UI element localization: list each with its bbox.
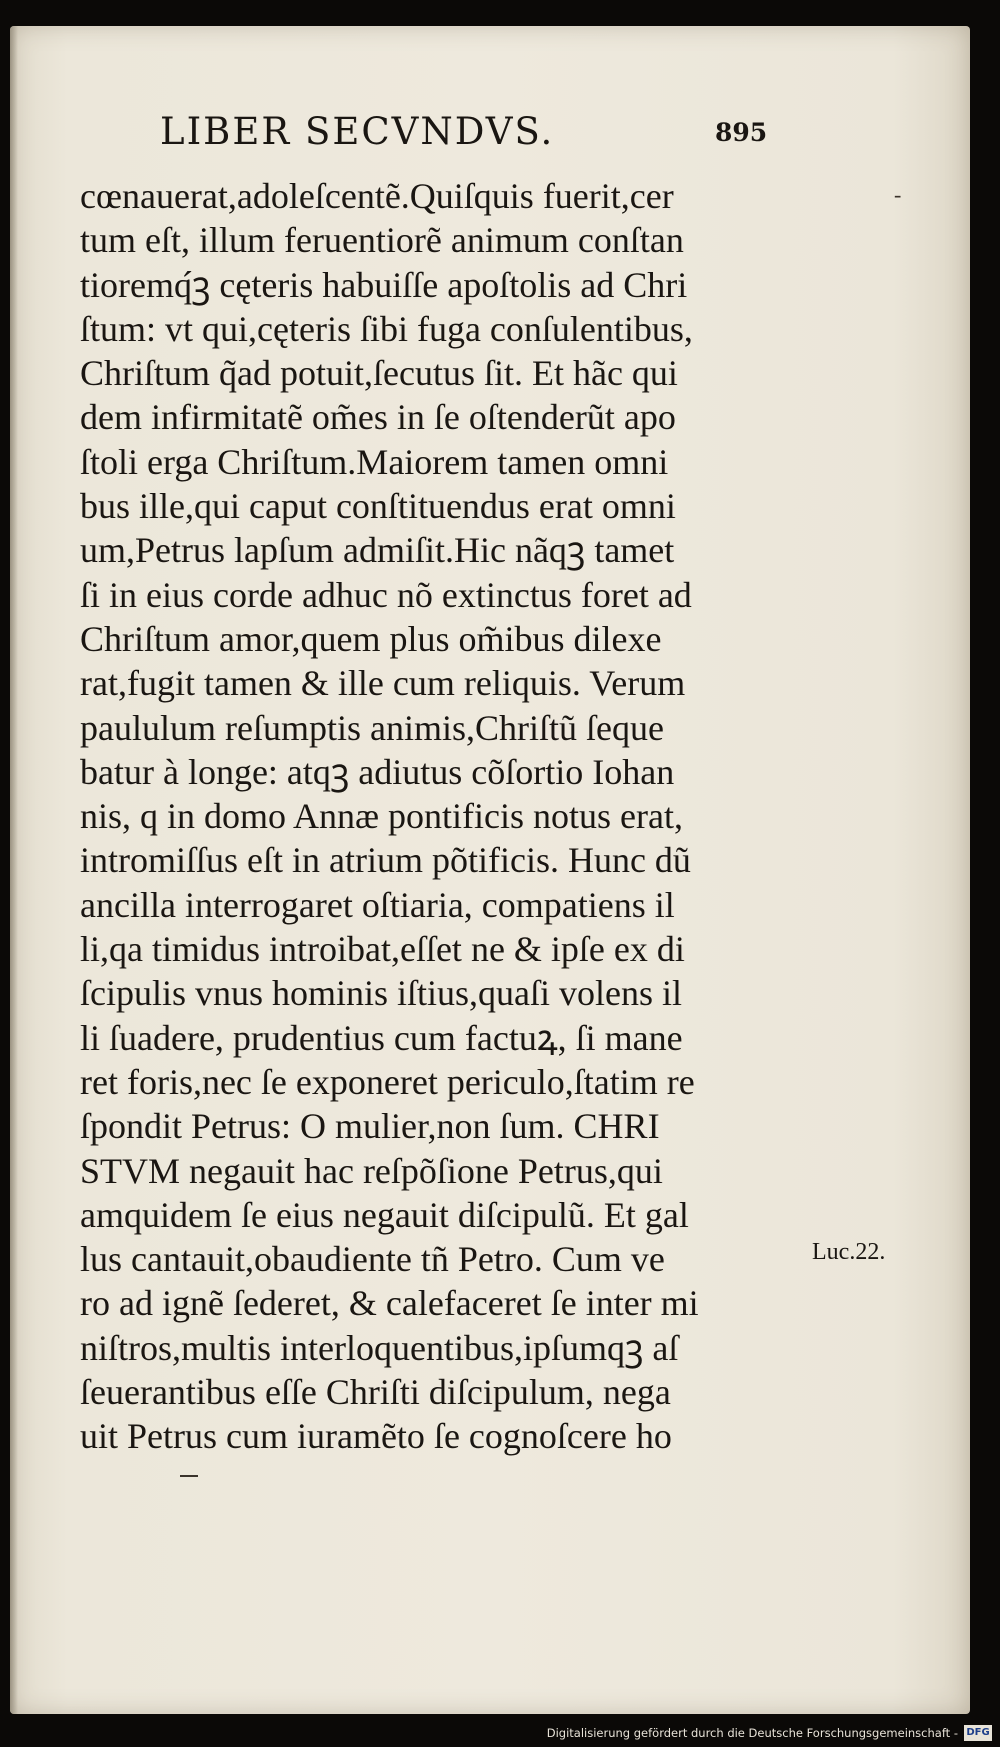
text-line: batur à longe: atqꝫ adiutus cõſortio Iohan bbox=[80, 751, 675, 792]
text-line: ſeuerantibus eſſe Chriſti diſcipulum, nega bbox=[80, 1372, 671, 1413]
funding-credit: Digitalisierung gefördert durch die Deutsche Forschungsgemeinschaft - bbox=[546, 1726, 958, 1740]
text-line: cœnauerat,adoleſcentẽ.Quiſquis fuerit,cer bbox=[80, 176, 674, 216]
text-line: ſtoli erga Chriſtum.Maiorem tamen omni bbox=[80, 441, 669, 482]
page-gutter-shadow bbox=[10, 26, 18, 1714]
text-line: uit Petrus cum iuramẽto ſe cognoſcere ho bbox=[80, 1416, 672, 1457]
text-line: ancilla interrogaret oſtiaria, compatiens il bbox=[80, 884, 675, 925]
folio-number: 895 bbox=[715, 118, 768, 147]
text-line: um,Petrus lapſum admiſit.Hic nãqꝫ tamet bbox=[80, 530, 675, 571]
text-line: STVM negauit hac reſpõſione Petrus,qui bbox=[80, 1150, 663, 1191]
text-line: ſpondit Petrus: O mulier,non ſum. CHRI bbox=[80, 1106, 660, 1147]
text-line: ſi in eius corde adhuc nõ extinctus foret ad bbox=[80, 574, 692, 615]
text-line: bus ille,qui caput conſtituendus erat omni bbox=[80, 486, 676, 527]
text-line: tum eſt, illum feruentiorẽ animum conſtan bbox=[80, 220, 684, 261]
dfg-logo-icon: DFG bbox=[964, 1725, 992, 1741]
text-line: amquidem ſe eius negauit diſcipulũ. Et gal bbox=[80, 1194, 689, 1235]
text-line: ſcipulis vnus hominis iſtius,quaſi volens il bbox=[80, 973, 683, 1014]
text-line: intromiſſus eſt in atrium põtificis. Hunc dũ bbox=[80, 840, 691, 881]
book-page bbox=[10, 26, 970, 1714]
text-line: ſtum: vt qui,cęteris ſibi fuga conſulentibus, bbox=[80, 308, 693, 349]
text-line: niſtros,multis interloquentibus,ipſumqꝫ aſ bbox=[80, 1327, 679, 1368]
text-line: li,qa timidus introibat,eſſet ne & ipſe ex di bbox=[80, 929, 685, 970]
body-text bbox=[80, 174, 800, 1459]
margin-note: Luc.22. bbox=[812, 1239, 886, 1265]
text-line: tioremq́ꝫ cęteris habuiſſe apoſtolis ad Chri bbox=[80, 264, 688, 305]
text-line: rat,fugit tamen & ille cum reliquis. Verum bbox=[80, 663, 686, 704]
text-line: ret foris,nec ſe exponeret periculo,ſtatim re bbox=[80, 1061, 695, 1102]
text-line: li ſuadere, prudentius cum factuꝝ, ſi mane bbox=[80, 1017, 683, 1058]
text-line: ro ad ignẽ ſederet, & calefaceret ſe inter mi bbox=[80, 1283, 699, 1324]
text-line: nis, q in domo Annæ pontificis notus erat, bbox=[80, 796, 683, 837]
footer-bar bbox=[0, 1721, 1000, 1747]
margin-mark: - bbox=[894, 182, 902, 207]
catchword-mark bbox=[180, 1475, 198, 1477]
text-line: dem infirmitatẽ om̃es in ſe oſtenderũt apo bbox=[80, 397, 676, 438]
text-line: Chriſtum q̃ad potuit,ſecutus ſit. Et hãc qui bbox=[80, 353, 678, 394]
text-line: lus cantauit,obaudiente tñ Petro. Cum ve bbox=[80, 1239, 665, 1280]
text-line: Chriſtum amor,quem plus om̃ibus dilexe bbox=[80, 618, 662, 659]
text-line: paululum reſumptis animis,Chriſtũ ſeque bbox=[80, 707, 664, 748]
running-head: LIBER SECVNDVS. bbox=[160, 110, 555, 153]
